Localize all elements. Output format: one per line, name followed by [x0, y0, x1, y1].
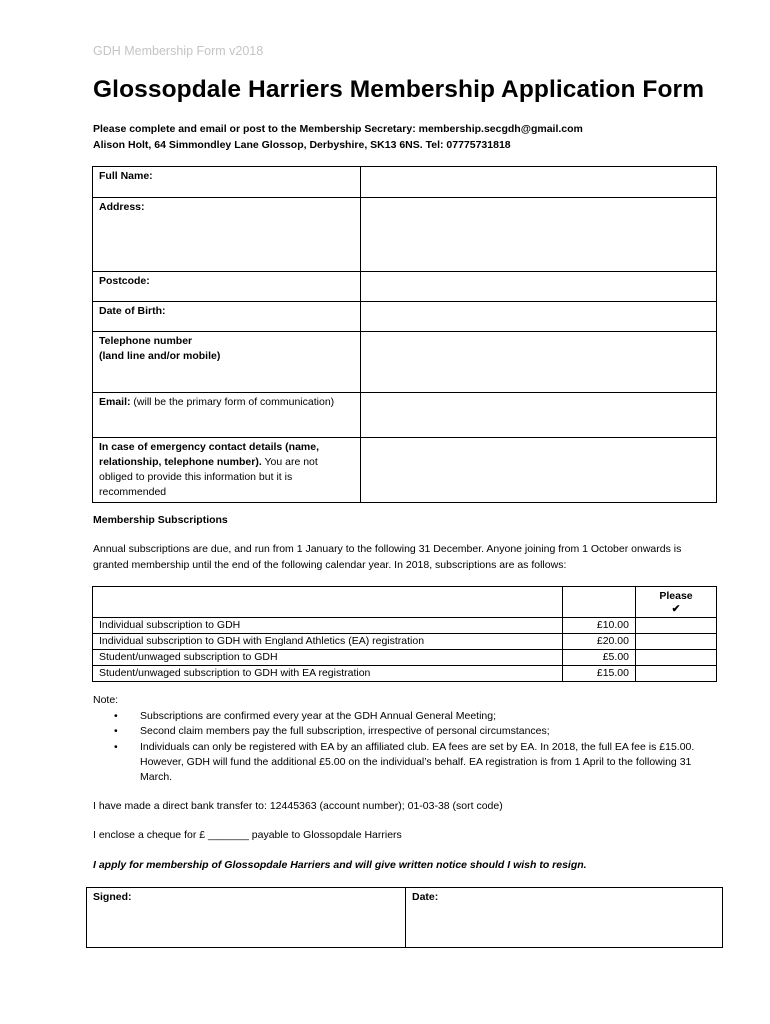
row-full-name	[93, 167, 717, 198]
full-name-label: Full Name:	[93, 167, 361, 198]
details-table	[92, 166, 717, 503]
subs-row	[93, 634, 717, 650]
full-name-field[interactable]	[361, 167, 717, 198]
subs-row-label: Student/unwaged subscription to GDH	[93, 650, 563, 666]
subs-row-tick-box[interactable]	[636, 618, 717, 634]
telephone-field[interactable]	[361, 332, 717, 393]
emergency-label	[93, 438, 361, 503]
date-field[interactable]	[406, 888, 723, 948]
intro-line-email: Please complete and email or post to the Membership Secretary: membership.secgdh@gmail.com	[93, 123, 583, 135]
header-note: GDH Membership Form v2018	[93, 44, 264, 58]
note-item	[114, 709, 718, 724]
emergency-label-bold: In case of emergency contact details (name, relationship, telephone number).	[99, 441, 319, 468]
subscriptions-heading: Membership Subscriptions	[93, 514, 228, 526]
postcode-label: Postcode:	[93, 272, 361, 302]
row-emergency	[93, 438, 717, 503]
bullet-icon: •	[114, 740, 118, 753]
row-telephone	[93, 332, 717, 393]
dob-label: Date of Birth:	[93, 302, 361, 332]
address-label: Address:	[93, 198, 361, 272]
notes-list	[114, 709, 718, 785]
intro-block	[93, 122, 583, 153]
subs-header-row	[93, 587, 717, 618]
telephone-label-line2: (land line and/or mobile)	[99, 350, 221, 362]
apply-statement: I apply for membership of Glossopdale Harriers and will give written notice should I wish to resign.	[93, 859, 587, 871]
signature-row	[87, 888, 723, 948]
subs-row-label: Student/unwaged subscription to GDH with EA registration	[93, 666, 563, 682]
signed-field[interactable]	[87, 888, 406, 948]
subs-row-tick-box[interactable]	[636, 650, 717, 666]
row-email	[93, 393, 717, 438]
email-label	[93, 393, 361, 438]
note-text: Second claim members pay the full subscription, irrespective of personal circumstances;	[140, 725, 550, 738]
subs-row	[93, 666, 717, 682]
subs-row-tick-box[interactable]	[636, 634, 717, 650]
note-text: Subscriptions are confirmed every year at the GDH Annual General Meeting;	[140, 710, 497, 722]
subs-row-price: £10.00	[563, 618, 636, 634]
postcode-field[interactable]	[361, 272, 717, 302]
subs-row-tick-box[interactable]	[636, 666, 717, 682]
emergency-field[interactable]	[361, 438, 717, 503]
intro-line-address: Alison Holt, 64 Simmondley Lane Glossop, Derbyshire, SK13 6NS. Tel: 07775731818	[93, 138, 511, 151]
row-dob	[93, 302, 717, 332]
note-text: Individuals can only be registered with EA by an affiliated club. EA fees are set by EA. In 2018, the full EA fee is £15.00. However, GDH will fund the additional £5.00 on the individual’s behalf. EA registration is from 1 April to the following 31 March.	[140, 740, 695, 784]
dob-field[interactable]	[361, 302, 717, 332]
telephone-label	[93, 332, 361, 393]
bullet-icon: •	[114, 710, 118, 722]
address-field[interactable]	[361, 198, 717, 272]
subs-header-please	[636, 587, 717, 618]
subs-row-price: £15.00	[563, 666, 636, 682]
note-label: Note:	[93, 694, 119, 706]
subs-row	[93, 618, 717, 634]
email-label-bold: Email:	[99, 396, 131, 408]
subs-header-price-empty	[563, 587, 636, 618]
subs-row-price: £20.00	[563, 634, 636, 650]
email-field[interactable]	[361, 393, 717, 438]
signature-table	[86, 887, 723, 948]
row-postcode	[93, 272, 717, 302]
subscriptions-paragraph: Annual subscriptions are due, and run from 1 January to the following 31 December. Anyone joining from 1 October onwards is granted membership until the end of the following calendar year. In 2018, subscriptions are as follows:	[93, 543, 682, 571]
bank-transfer-line: I have made a direct bank transfer to: 12445363 (account number); 01-03-38 (sort code)	[93, 800, 503, 812]
subs-header-empty	[93, 587, 563, 618]
cheque-line: I enclose a cheque for £ _______ payable to Glossopdale Harriers	[93, 829, 402, 841]
note-item	[114, 724, 718, 739]
note-item	[114, 740, 718, 786]
tick-icon: ✔	[671, 603, 681, 615]
subscriptions-table	[92, 586, 717, 682]
row-address	[93, 198, 717, 272]
subs-row-price: £5.00	[563, 650, 636, 666]
subs-row-label: Individual subscription to GDH	[93, 618, 563, 634]
emergency-label-note: You are not obliged to provide this information but it is recommended	[99, 456, 318, 498]
signed-label: Signed:	[93, 891, 132, 903]
page-title: Glossopdale Harriers Membership Application Form	[93, 76, 705, 103]
please-label: Please	[659, 590, 693, 602]
email-label-note: (will be the primary form of communication)	[130, 396, 335, 408]
subs-row	[93, 650, 717, 666]
bullet-icon: •	[114, 725, 118, 738]
date-label: Date:	[412, 891, 439, 903]
telephone-label-line1: Telephone number	[99, 335, 193, 347]
subs-row-label: Individual subscription to GDH with England Athletics (EA) registration	[93, 634, 563, 650]
